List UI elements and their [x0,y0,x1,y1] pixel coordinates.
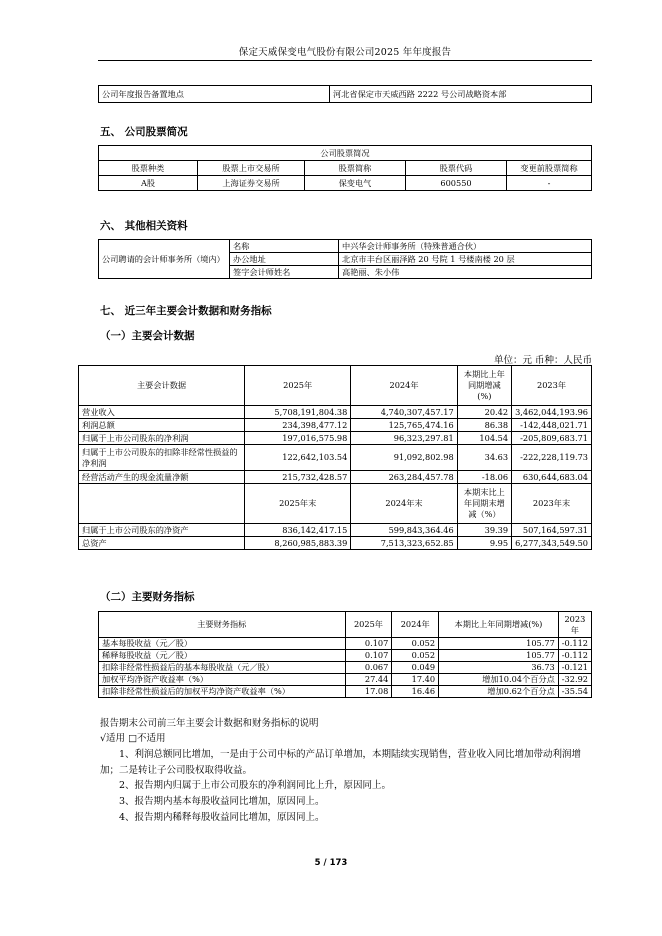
fin-cell: 105.77 [439,650,559,662]
firm-field-value: 高艳丽、朱小伟 [339,266,592,279]
fin-cell: 0.107 [345,638,392,650]
fin-cell: 17.40 [392,674,439,686]
unit-note: 单位：元 币种：人民币 [493,355,592,366]
acc-cell: 125,765,474.16 [351,419,457,432]
fin-header: 2023年 [558,612,591,638]
stock-cell: 上海证券交易所 [198,176,305,191]
firm-field-key: 办公地址 [230,253,339,266]
fin-row-label: 加权平均净资产收益率（%） [99,674,346,686]
firm-field-key: 名称 [230,240,339,253]
fin-row-label: 基本每股收益（元／股） [99,638,346,650]
acc-header: 主要会计数据 [79,366,245,406]
applicable-checkbox: √适用 □不适用 [100,733,166,744]
acc-cell: 599,843,364.46 [351,524,457,537]
fin-cell: 27.44 [345,674,392,686]
financial-indicators-table [98,611,592,698]
fin-cell: -0.121 [558,662,591,674]
acc-cell: 34.63 [457,445,511,471]
stock-cell: 600550 [406,176,507,191]
acc-cell: 104.54 [457,432,511,445]
fin-cell: -0.112 [558,638,591,650]
acc-cell: 39.39 [457,524,511,537]
fin-header: 主要财务指标 [99,612,346,638]
sub1-heading: （一）主要会计数据 [100,330,195,342]
note-item: 4、报告期内稀释每股收益同比增加，原因同上。 [119,812,325,823]
stock-header: 股票种类 [99,161,198,176]
firm-field-value: 北京市丰台区丽泽路 20 号院 1 号楼南楼 20 层 [339,253,592,266]
header-divider [98,60,592,61]
fin-cell: -32.92 [558,674,591,686]
acc-cell: 96,323,297.81 [351,432,457,445]
note-item: 2、报告期内归属于上市公司股东的净利润同比上升，原因同上。 [119,780,392,791]
fin-cell: 增加10.04个百分点 [439,674,559,686]
page-header: 保定天威保变电气股份有限公司2025 年年度报告 [238,47,452,58]
acc-row-label: 营业收入 [79,406,245,419]
acc-header: 2025年 [245,366,351,406]
note-item: 3、报告期内基本每股收益同比增加，原因同上。 [119,796,325,807]
section6-heading: 六、 其他相关资料 [100,220,188,232]
acc-cell: 3,462,044,193.96 [512,406,592,419]
report-location-value: 河北省保定市天威西路 2222 号公司战略资本部 [330,86,592,103]
report-location-label: 公司年度报告备置地点 [99,86,330,103]
acc-cell: 9.95 [457,537,511,550]
accounting-firm-label: 公司聘请的会计师事务所（境内） [99,240,230,279]
stock-header: 变更前股票简称 [507,161,592,176]
fin-cell: 105.77 [439,638,559,650]
acc-header-empty [79,484,245,524]
acc-row-label: 利润总额 [79,419,245,432]
note-item: 1、利润总额同比增加，一是由于公司中标的产品订单增加，本期陆续实现销售，营业收入同比增加带动利润增加；二是转让子公司股权取得收益。 [100,749,582,776]
acc-header: 2024年末 [351,484,457,524]
acc-cell: 836,142,417.15 [245,524,351,537]
acc-cell: 7,513,323,652.85 [351,537,457,550]
acc-row-label: 经营活动产生的现金流量净额 [79,471,245,484]
acc-cell: -142,448,021.71 [512,419,592,432]
acc-cell: -222,228,119.73 [512,445,592,471]
notes-title: 报告期末公司前三年主要会计数据和财务指标的说明 [100,718,319,729]
stock-cell: A股 [99,176,198,191]
stock-header: 股票简称 [305,161,406,176]
section5-heading: 五、 公司股票简况 [100,126,188,138]
fin-cell: 17.08 [345,686,392,698]
acc-cell: 20.42 [457,406,511,419]
fin-cell: 36.73 [439,662,559,674]
stock-cell: 保变电气 [305,176,406,191]
acc-cell: 91,092,802.98 [351,445,457,471]
fin-cell: 0.052 [392,650,439,662]
acc-cell: 4,740,307,457.17 [351,406,457,419]
fin-cell: -0.112 [558,650,591,662]
acc-row-label: 总资产 [79,537,245,550]
acc-header: 2023年末 [512,484,592,524]
acc-row-label: 归属于上市公司股东的扣除非经常性损益的净利润 [79,445,245,471]
accounting-firm-table [98,239,592,279]
acc-header: 本期比上年同期增减(%) [457,366,511,406]
fin-cell: 0.052 [392,638,439,650]
acc-cell: 5,708,191,804.38 [245,406,351,419]
acc-cell: 86.38 [457,419,511,432]
fin-header: 2025年 [345,612,392,638]
stock-header: 股票代码 [406,161,507,176]
sub2-heading: （二）主要财务指标 [100,591,195,603]
acc-cell: 234,398,477.12 [245,419,351,432]
fin-cell: 0.049 [392,662,439,674]
stock-header: 股票上市交易所 [198,161,305,176]
acc-cell: 8,260,985,883.39 [245,537,351,550]
fin-row-label: 稀释每股收益（元／股） [99,650,346,662]
fin-row-label: 扣除非经常性损益后的基本每股收益（元／股） [99,662,346,674]
firm-field-value: 中兴华会计师事务所（特殊普通合伙） [339,240,592,253]
acc-cell: 263,284,457.78 [351,471,457,484]
stock-table-title: 公司股票简况 [99,146,592,161]
fin-row-label: 扣除非经常性损益后的加权平均净资产收益率（%） [99,686,346,698]
report-location-table [98,85,592,103]
firm-field-key: 签字会计师姓名 [230,266,339,279]
acc-row-label: 归属于上市公司股东的净资产 [79,524,245,537]
acc-row-label: 归属于上市公司股东的净利润 [79,432,245,445]
acc-cell: 197,016,575.98 [245,432,351,445]
acc-cell: 507,164,597.31 [512,524,592,537]
stock-table [98,145,592,191]
acc-cell: 215,732,428.57 [245,471,351,484]
acc-header: 2024年 [351,366,457,406]
acc-cell: 122,642,103.54 [245,445,351,471]
acc-header: 2025年末 [245,484,351,524]
fin-cell: 16.46 [392,686,439,698]
fin-header: 本期比上年同期增减(%) [439,612,559,638]
fin-cell: 0.107 [345,650,392,662]
fin-cell: -35.54 [558,686,591,698]
accounting-data-table [78,365,592,550]
page-number: 5 / 173 [314,858,348,868]
fin-cell: 增加0.62个百分点 [439,686,559,698]
fin-header: 2024年 [392,612,439,638]
stock-cell: - [507,176,592,191]
fin-cell: 0.067 [345,662,392,674]
acc-cell: -205,809,683.71 [512,432,592,445]
acc-cell: -18.06 [457,471,511,484]
section7-heading: 七、 近三年主要会计数据和财务指标 [100,305,272,317]
acc-header: 2023年 [512,366,592,406]
acc-header: 本期末比上年同期末增减（%） [457,484,511,524]
acc-cell: 630,644,683.04 [512,471,592,484]
acc-cell: 6,277,343,549.50 [512,537,592,550]
